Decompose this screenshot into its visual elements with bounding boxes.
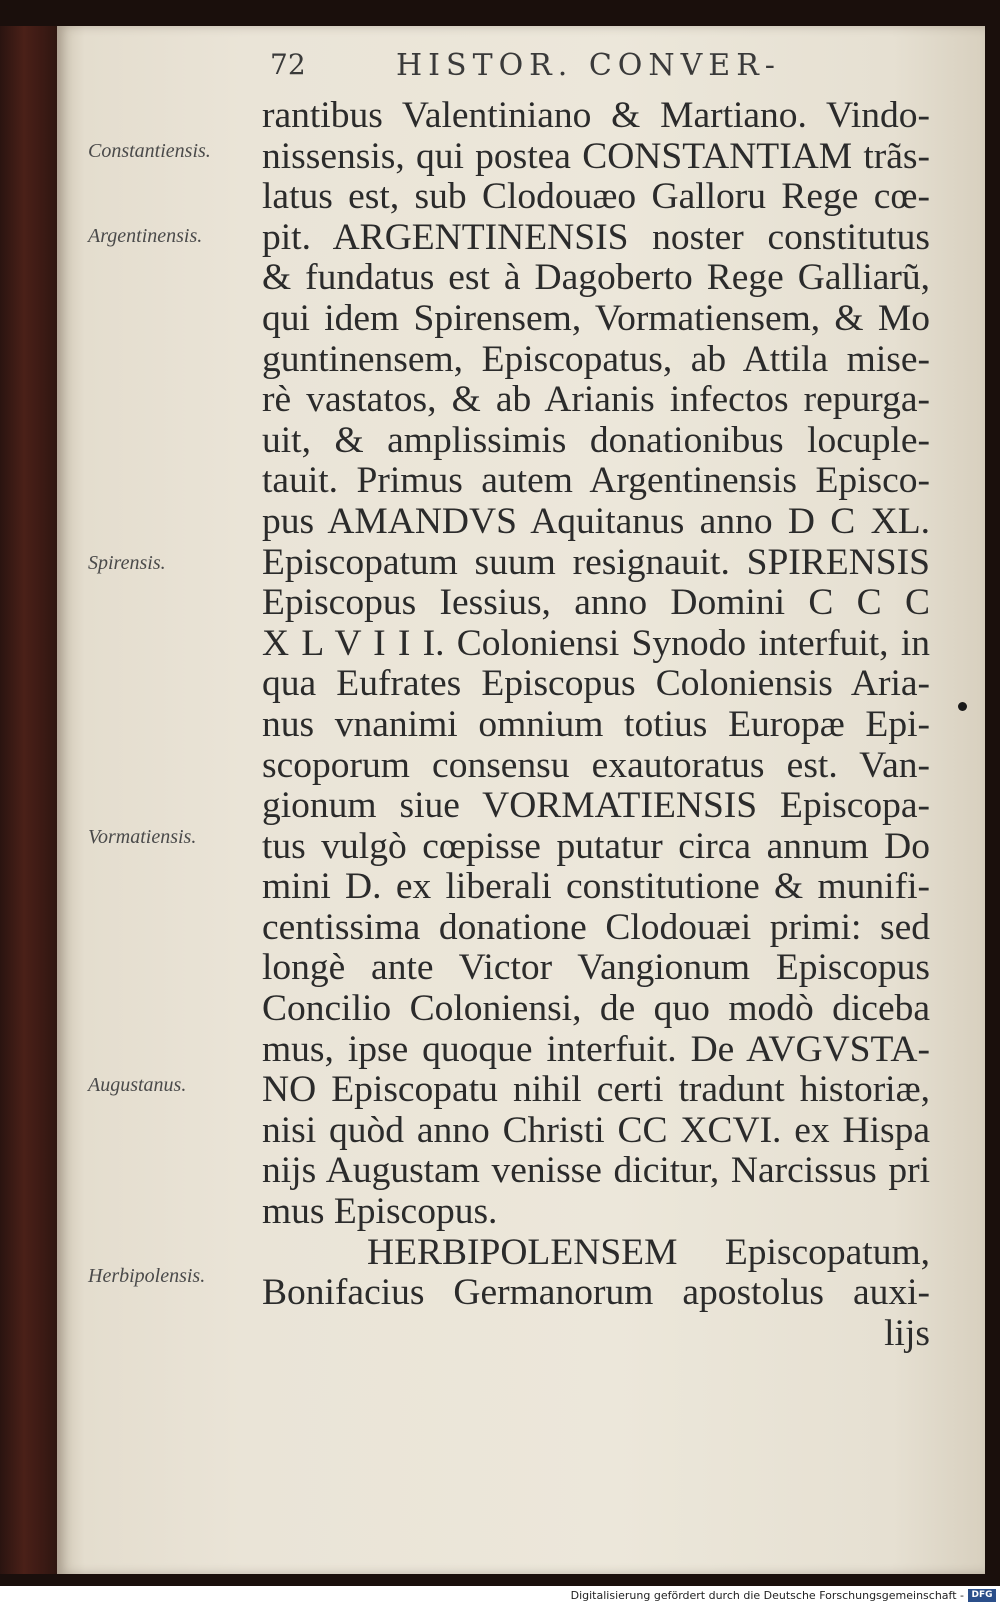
- text-line: mini D. ex liberali constitutione & munifi-: [262, 866, 930, 908]
- margin-note-constantiensis: Constantiensis.: [88, 140, 211, 162]
- text-line: Concilio Coloniensi, de quo modò diceba: [262, 988, 930, 1030]
- text-line: gionum siue VORMATIENSIS Episcopa-: [262, 785, 930, 827]
- ink-spot: [958, 702, 967, 711]
- text-line: rantibus Valentiniano & Martiano. Vindo-: [262, 95, 930, 136]
- text-line: pus AMANDVS Aquitanus anno D C XL.: [262, 500, 930, 542]
- page-header: [270, 48, 950, 98]
- margin-note-spirensis: Spirensis.: [88, 552, 166, 574]
- text-line: HERBIPOLENSEM Episcopatum,: [367, 1231, 930, 1273]
- page-number: 72: [270, 48, 306, 81]
- dfg-logo-icon: DFG: [968, 1589, 996, 1602]
- text-line: mus, ipse quoque interfuit. De AVGVSTA-: [262, 1028, 930, 1070]
- text-line: uit, & amplissimis donationibus locuple-: [262, 419, 930, 461]
- catchword: lijs: [884, 1312, 930, 1354]
- text-line: Episcopus Iessius, anno Domini C C C: [262, 582, 930, 624]
- text-line: pit. ARGENTINENSIS noster constitutus: [262, 216, 930, 258]
- text-line: nisi quòd anno Christi CC XCVI. ex Hispa: [262, 1109, 930, 1151]
- text-line: nissensis, qui postea CONSTANTIAM trãs-: [262, 135, 930, 177]
- margin-note-argentinensis: Argentinensis.: [88, 225, 203, 247]
- text-line: longè ante Victor Vangionum Episcopus: [262, 947, 930, 989]
- text-line: scoporum consensu exautoratus est. Van-: [262, 744, 930, 786]
- text-line: rè vastatos, & ab Arianis infectos repurga-: [262, 379, 930, 421]
- text-line: latus est, sub Clodouæo Galloru Rege cœ-: [262, 176, 930, 218]
- text-line: tauit. Primus autem Argentinensis Episco-: [262, 460, 930, 502]
- text-line: X L V I I I. Coloniensi Synodo interfuit, in: [262, 622, 930, 664]
- funding-credit: Digitalisierung gefördert durch die Deutsche Forschungsgemeinschaft -: [570, 1589, 964, 1602]
- previous-page-edge: [0, 26, 60, 1574]
- text-line: centissima donatione Clodouæi primi: sed: [262, 906, 930, 948]
- text-line: NO Episcopatu nihil certi tradunt historiæ,: [262, 1069, 930, 1111]
- text-line: qua Eufrates Episcopus Coloniensis Aria-: [262, 663, 930, 705]
- text-line: nijs Augustam venisse dicitur, Narcissus pri: [262, 1150, 930, 1192]
- margin-note-vormatiensis: Vormatiensis.: [88, 826, 197, 848]
- text-line: mus Episcopus.: [262, 1191, 498, 1233]
- text-line: & fundatus est à Dagoberto Rege Galliarũ,: [262, 257, 930, 299]
- margin-note-augustanus: Augustanus.: [88, 1074, 187, 1096]
- text-line: tus vulgò cœpisse putatur circa annum Do: [262, 825, 930, 867]
- digitization-footer: [0, 1586, 1000, 1605]
- text-line: guntinensem, Episcopatus, ab Attila mise-: [262, 338, 930, 380]
- running-title: HISTOR. CONVER-: [396, 48, 781, 83]
- text-line: nus vnanimi omnium totius Europæ Epi-: [262, 703, 930, 745]
- text-line: qui idem Spirensem, Vormatiensem, & Mo: [262, 297, 930, 339]
- text-line: Episcopatum suum resignauit. SPIRENSIS: [262, 541, 930, 583]
- margin-note-herbipolensis: Herbipolensis.: [88, 1265, 206, 1287]
- text-line: Bonifacius Germanorum apostolus auxi-: [262, 1272, 930, 1314]
- body-text: [262, 96, 930, 1354]
